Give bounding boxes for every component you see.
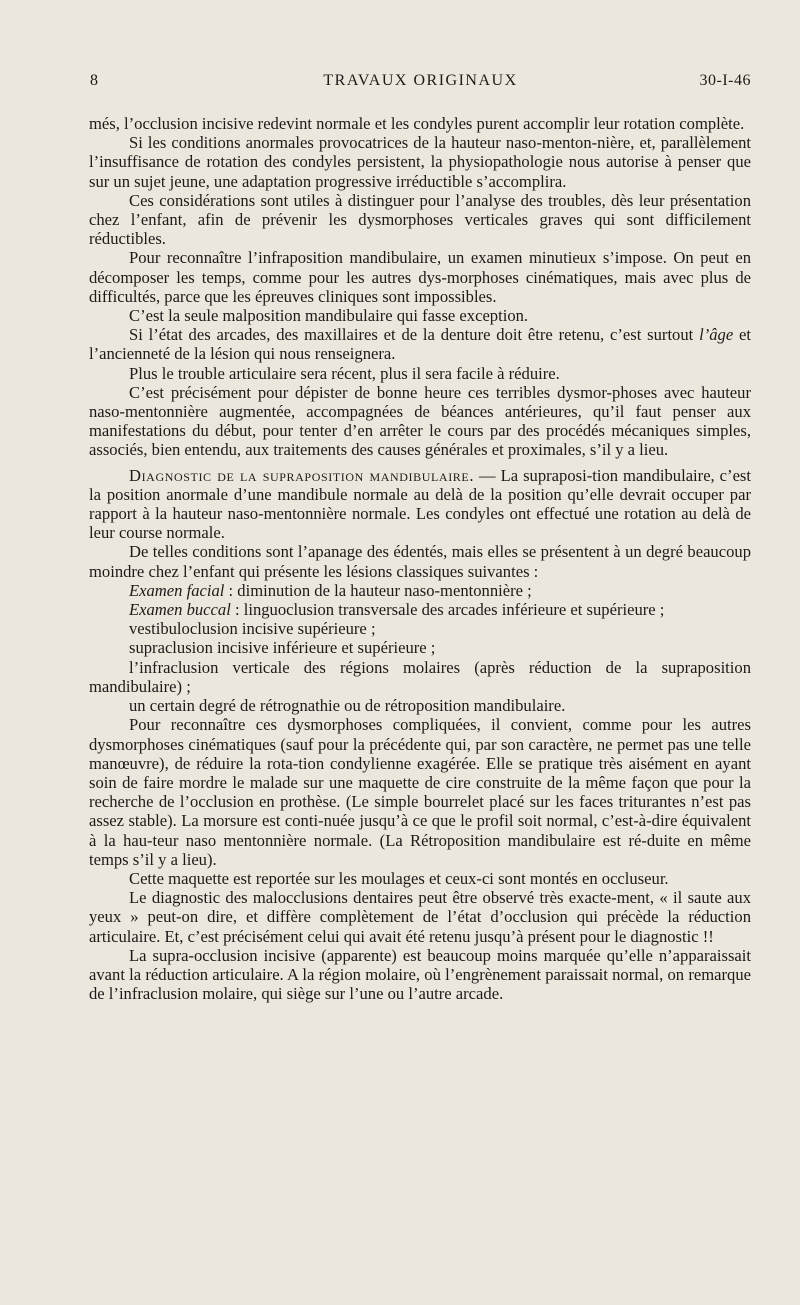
paragraph: Cette maquette est reportée sur les moulages et ceux-ci sont montés en occluseur. [129, 868, 669, 888]
exam-facial [89, 581, 751, 600]
paragraph: La supra-occlusion incisive (apparente) est beaucoup moins marquée qu’elle n’apparaissait avant la réduction articulaire. A la région molaire, où l’engrènement paraissait normal, on remarque de l’infraclusion molaire, qui siège sur l’une ou l’autre arcade. [89, 945, 751, 1004]
paragraph-text: et l’ancienneté de la lésion qui nous renseignera. [89, 325, 752, 364]
paragraph: C’est la seule malposition mandibulaire qui fasse exception. [129, 306, 529, 326]
paragraph: Plus le trouble articulaire sera récent, plus il sera facile à réduire. [129, 363, 560, 383]
exam-label: Examen buccal [129, 600, 231, 620]
list-item: un certain degré de rétrognathie ou de rétroposition mandibulaire. [129, 696, 566, 716]
paragraph: Si les conditions anormales provocatrices de la hauteur naso-menton-nière, et, parallèlement l’insuffisance de rotation des condyles persistent, la physiopathologie nous autorise à penser que sur un sujet jeune, une adaptation progressive irréductible s’accomplira. [89, 133, 751, 191]
emphasis: l’âge [699, 325, 734, 345]
section-intro [89, 466, 751, 543]
paragraph-text: La supraposi-tion mandibulaire, c’est la position anormale d’une mandibule normale au delà de la position qu’elle devrait occuper par rapport à la hauteur naso-mentonnière normale. Les condyles ont effectué une rotation au delà de leur course normale. [89, 465, 751, 543]
paragraph: Pour reconnaître ces dysmorphoses compliquées, il convient, comme pour les autres dysmorphoses cinématiques (sauf pour la précédente qui, par son caractère, ne permet pas une telle manœuvre), de réduire la rota-tion condylienne exagérée. Elle se pratique très aisément en ayant soin de faire mordre le malade sur une maquette de cire construite de la même façon que pour la recherche de l’occlusion en prothèse. (Le simple bourrelet placé sur les faces triturantes n’est pas assez stable). La morsure est conti-nuée jusqu’à ce que le profil soit normal, c’est-à-dire équivalent à la hau-teur naso mentonnière normale. (La Rétroposition mandibulaire est ré-duite en même temps s’il y a lieu). [89, 715, 751, 869]
list-item: vestibuloclusion incisive supérieure ; [129, 619, 376, 639]
paragraph: C’est précisément pour dépister de bonne heure ces terribles dysmor-phoses avec hauteur naso-mentonnière augmentée, accompagnées de béances antérieures, qu’il faut penser aux manifestations du début, pour tenter d’en arrêter le cours par des procédés mécaniques simples, associés, bien entendu, aux traitements des causes générales et proximales, s’il y a lieu. [89, 382, 751, 460]
list-item: supraclusion incisive inférieure et supérieure ; [129, 638, 436, 658]
exam-text: : diminution de la hauteur naso-mentonnière ; [224, 580, 532, 600]
paragraph: De telles conditions sont l’apanage des édentés, mais elles se présentent à un degré beaucoup moindre chez l’enfant qui présente les lésions classiques suivantes : [89, 542, 751, 581]
paragraph [89, 325, 751, 363]
paragraph-text: Si l’état des arcades, des maxillaires et de la denture doit être retenu, c’est surtout [129, 325, 694, 345]
journal-title: TRAVAUX ORIGINAUX [323, 72, 518, 89]
issue-date: 30-I-46 [699, 72, 751, 89]
list-item: l’infraclusion verticale des régions molaires (après réduction de la supraposition mandibulaire) ; [89, 657, 751, 696]
paragraph: Le diagnostic des malocclusions dentaires peut être observé très exacte-ment, « il saute aux yeux » peut-on dire, et diffère complètement de l’état d’occlusion qui précède la réduction articulaire. Et, c’est précisément celui qui avait été retenu jusqu’à présent pour le diagnostic !! [89, 888, 751, 946]
heading-dash: — [474, 465, 501, 485]
exam-label: Examen facial [129, 580, 225, 600]
paragraph: Pour reconnaître l’infraposition mandibulaire, un examen minutieux s’impose. On peut en décomposer les temps, comme pour les autres dys-morphoses cinématiques, mais avec plus de difficultés, parce que les épreuves cliniques sont impossibles. [89, 248, 751, 306]
exam-buccal [89, 600, 751, 619]
article-body [89, 114, 751, 1003]
paragraph: més, l’occlusion incisive redevint normale et les condyles purent accomplir leur rotation complète. [89, 114, 745, 133]
running-header [90, 72, 751, 96]
page-number: 8 [90, 72, 99, 89]
section-heading: Diagnostic de la supraposition mandibulaire. [129, 465, 475, 485]
exam-text: : linguoclusion transversale des arcades inférieure et supérieure ; [230, 600, 665, 620]
paragraph: Ces considérations sont utiles à distinguer pour l’analyse des troubles, dès leur présentation chez l’enfant, afin de prévenir les dysmorphoses verticales graves qui sont difficilement réductibles. [89, 190, 751, 249]
